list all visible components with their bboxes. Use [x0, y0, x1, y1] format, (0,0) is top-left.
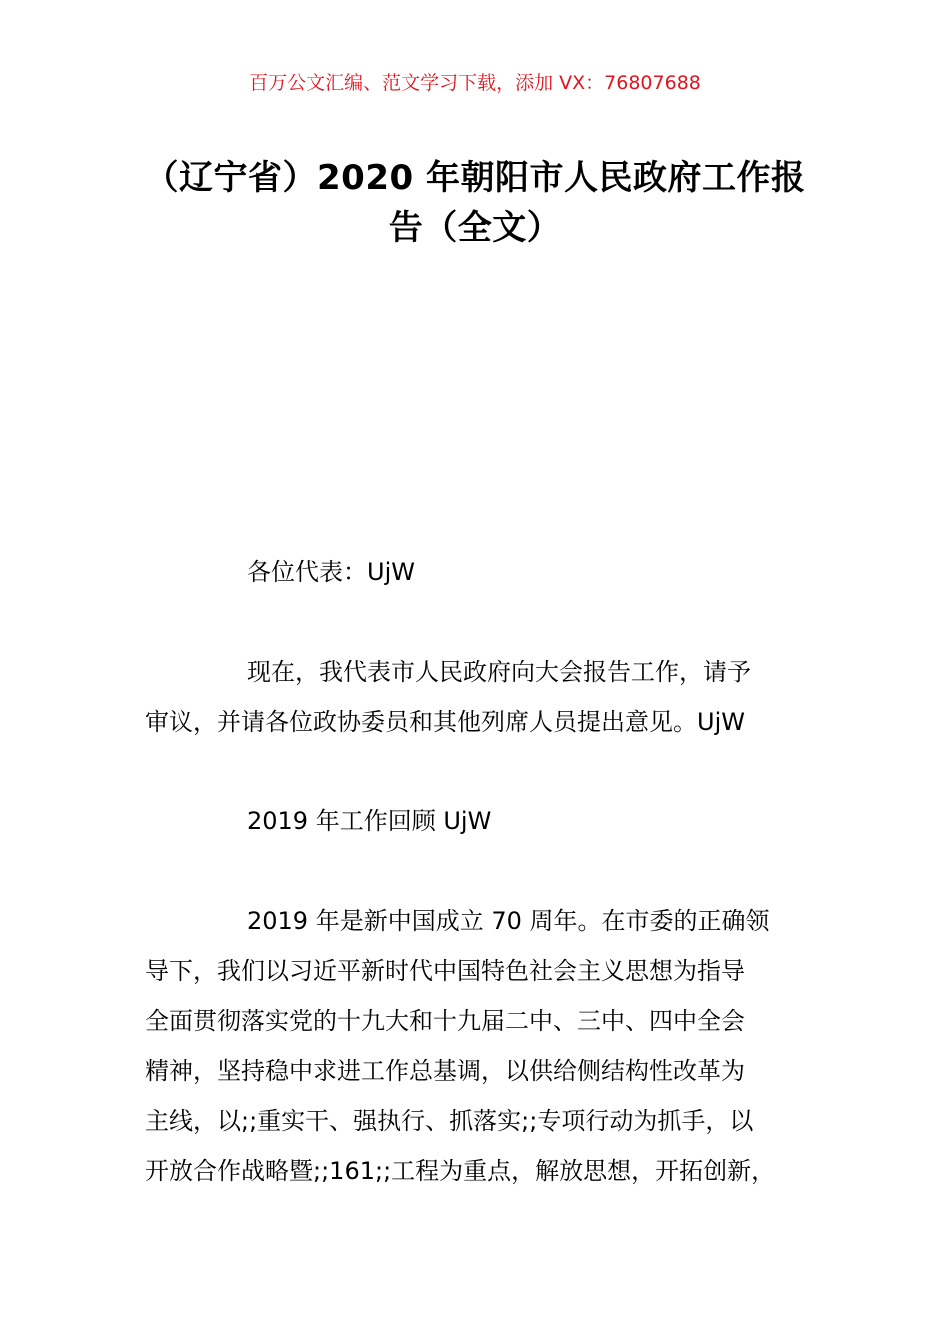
document-title-line-2: 告（全文）	[388, 208, 562, 248]
header-note: 百万公文汇编、范文学习下载，添加 VX：76807688	[249, 72, 701, 94]
paragraph-line: 全面贯彻落实党的十九大和十九届二中、三中、四中全会	[145, 1007, 745, 1035]
paragraph-line: 导下，我们以习近平新时代中国特色社会主义思想为指导	[145, 957, 745, 985]
salutation: 各位代表：UjW	[247, 558, 415, 586]
paragraph-line: 主线，以;;重实干、强执行、抓落实;;专项行动为抓手，以	[145, 1107, 754, 1135]
paragraph-line: 精神，坚持稳中求进工作总基调，以供给侧结构性改革为	[145, 1057, 745, 1085]
document-title-line-1: （辽宁省）2020 年朝阳市人民政府工作报	[144, 158, 806, 198]
section-heading: 2019 年工作回顾 UjW	[247, 807, 492, 835]
paragraph-line: 审议，并请各位政协委员和其他列席人员提出意见。UjW	[145, 708, 745, 736]
paragraph-line: 现在，我代表市人民政府向大会报告工作，请予	[247, 658, 751, 686]
paragraph-line: 开放合作战略暨;;161;;工程为重点，解放思想，开拓创新，	[145, 1157, 776, 1185]
paragraph-line: 2019 年是新中国成立 70 周年。在市委的正确领	[247, 907, 770, 935]
